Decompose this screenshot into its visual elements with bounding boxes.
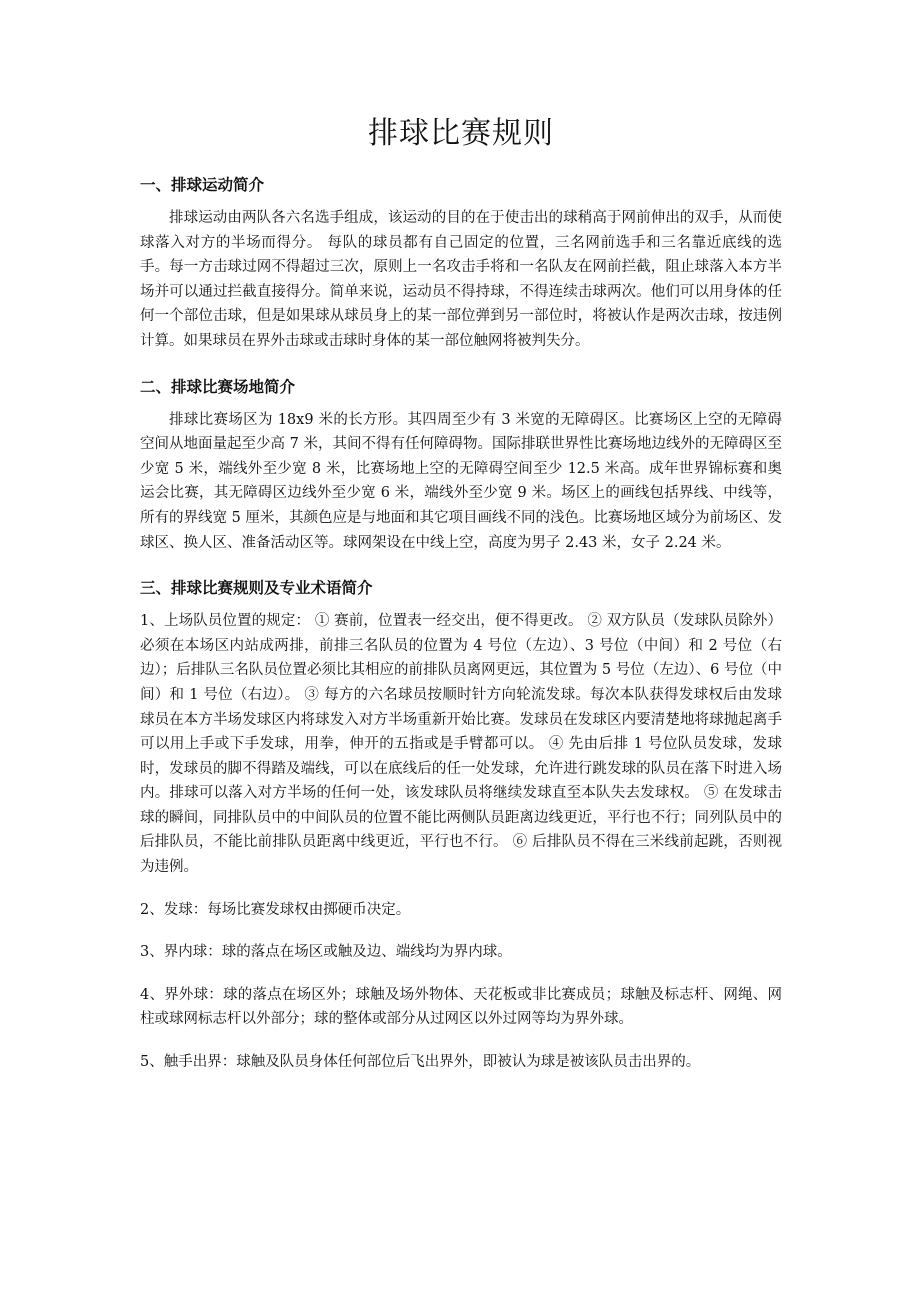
section-intro xyxy=(140,174,782,354)
rule-item: 1、上场队员位置的规定： ① 赛前，位置表一经交出，便不得更改。 ② 双方队员（发球队员除外）必须在本场区内站成两排，前排三名队员的位置为 4 号位（左边）、3 号位（中间）和 2 号位（右边）；后排队三名队员位置必须比其相应的前排队员离网更远，其位置为 5 号位（左边）、6 号位（中间）和 1 号位（右边）。 ③ 每方的六名球员按顺时针方向轮流发球。每次本队获得发球权后由发球球员在本方半场发球区内将球发入对方半场重新开始比赛。发球员在发球区内要清楚地将球抛起离手可以用上手或下手发球，用拳，伸开的五指或是手臂都可以。 ④ 先由后排 1 号位队员发球，发球时，发球员的脚不得踏及端线，可以在底线后的任一处发球，允许进行跳发球的队员在落下时进入场内。排球可以落入对方半场的任何一处，该发球队员将继续发球直至本队失去发球权。 ⑤ 在发球击球的瞬间，同排队员中的中间队员的位置不能比两侧队员距离边线更近，平行也不行；同列队员中的后排队员，不能比前排队员距离中线更近，平行也不行。 ⑥ 后排队员不得在三米线前起跳，否则视为违例。 xyxy=(140,613,782,876)
section-heading: 三、排球比赛规则及专业术语简介 xyxy=(140,579,373,598)
document-title: 排球比赛规则 xyxy=(368,116,554,151)
rule-item: 5、触手出界：球触及队员身体任何部位后飞出界外，即被认为球是被该队员击出界的。 xyxy=(140,1054,701,1071)
section-heading: 二、排球比赛场地简介 xyxy=(140,377,296,396)
rule-item: 4、界外球：球的落点在场区外；球触及场外物体、天花板或非比赛成员；球触及标志杆、网绳、网柱或球网标志杆以外部分；球的整体或部分从过网区以外过网等均为界外球。 xyxy=(140,986,782,1028)
section-paragraph: 排球比赛场区为 18x9 米的长方形。其四周至少有 3 米宽的无障碍区。比赛场区上空的无障碍空间从地面量起至少高 7 米，其间不得有任何障碍物。国际排联世界性比赛场地边线外的无障碍区至少宽 5 米，端线外至少宽 8 米，比赛场地上空的无障碍空间至少 12.5 米高。成年世界锦标赛和奥运会比赛，其无障碍区边线外至少宽 6 米，端线外至少宽 9 米。场区上的画线包括界线、中线等，所有的界线宽 5 厘米，其颜色应是与地面和其它项目画线不同的浅色。比赛场地区域分为前场区、发球区、换人区、准备活动区等。球网架设在中线上空，高度为男子 2.43 米，女子 2.24 米。 xyxy=(140,411,782,551)
section-paragraph: 排球运动由两队各六名选手组成，该运动的目的在于使击出的球稍高于网前伸出的双手，从而使球落入对方的半场而得分。 每队的球员都有自己固定的位置，三名网前选手和三名靠近底线的选手。每一方击球过网不得超过三次，原则上一名攻击手将和一名队友在网前拦截，阻止球落入本方半场并可以通过拦截直接得分。简单来说，运动员不得持球，不得连续击球两次。他们可以用身体的任何一个部位击球，但是如果球从球员身上的某一部位弹到另一部位时，将被认作是两次击球，按违例计算。如果球员在界外击球或击球时身体的某一部位触网将被判失分。 xyxy=(140,210,782,349)
section-rules xyxy=(140,577,782,1075)
document-page xyxy=(140,112,782,1093)
rule-item: 3、界内球：球的落点在场区或触及边、端线均为界内球。 xyxy=(140,944,512,961)
section-heading: 一、排球运动简介 xyxy=(140,176,265,194)
section-court xyxy=(140,376,782,556)
rule-item: 2、发球：每场比赛发球权由掷硬币决定。 xyxy=(140,901,411,918)
